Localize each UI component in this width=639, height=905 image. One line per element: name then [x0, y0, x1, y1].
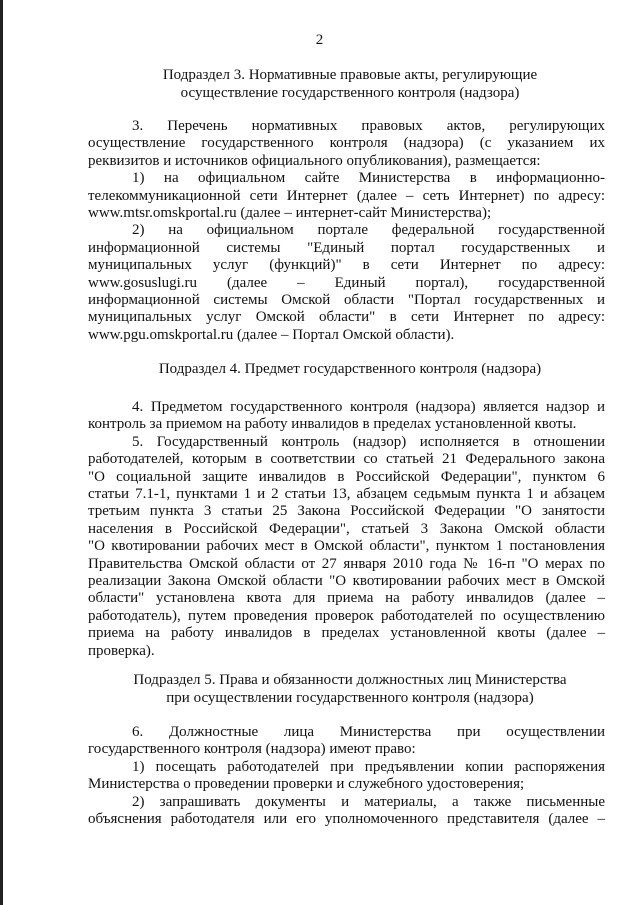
heading-line: осуществление государственного контроля (надзора): [180, 85, 520, 101]
heading-line: Подраздел 5. Права и обязанности должностных лиц Министерства: [133, 672, 567, 688]
section-5-body: [88, 724, 605, 828]
text-line: реализации Закона Омской области "О квотировании рабочих мест в Омской: [88, 573, 605, 590]
paragraph-5: [88, 434, 605, 660]
text-line: 5. Государственный контроль (надзор) исполняется в отношении: [132, 433, 605, 450]
text-line: "О квотировании рабочих мест в Омской области", пунктом 1 постановления: [88, 538, 605, 555]
text-line: контроль за приемом на работу инвалидов в пределах установленной квоты.: [88, 416, 577, 433]
text-line: статьи 7.1-1, пунктами 1 и 2 статьи 13, абзацем седьмым пункта 1 и абзацем: [88, 486, 605, 503]
text-line: области" установлена квота для приема на работу инвалидов (далее –: [88, 590, 605, 607]
text-line: www.pgu.omskportal.ru (далее – Портал Омской области).: [88, 326, 455, 343]
paragraph-6: [88, 724, 605, 759]
section-5-heading: [60, 671, 639, 707]
page-number: 2: [315, 32, 324, 48]
text-line: работодателей, которым в соответствии со статьей 21 Федерального закона: [88, 451, 605, 468]
paragraph-3-2: [88, 222, 605, 344]
paragraph-3-1: [88, 170, 605, 222]
heading-line: при осуществлении государственного контроля (надзора): [166, 690, 534, 706]
text-line: www.gosuslugi.ru (далее – Единый портал), государственной: [88, 274, 605, 291]
text-line: третьим пункта 3 статьи 25 Закона Российской Федерации "О занятости: [88, 503, 605, 520]
text-line: объяснения работодателя или его уполномоченного представителя (далее –: [88, 811, 605, 828]
text-line: 1) посещать работодателей при предъявлении копии распоряжения: [132, 758, 605, 775]
text-line: приема на работу инвалидов в пределах установленной квоты (далее –: [88, 625, 605, 642]
text-line: реквизитов и источников официального опубликования), размещается:: [88, 152, 541, 169]
paragraph-6-2: [88, 794, 605, 829]
section-3-body: [88, 118, 605, 344]
text-line: 2) на официальном портале федеральной государственной: [132, 222, 605, 239]
text-line: проверка).: [88, 642, 155, 659]
text-line: работодатель), путем проведения проверок работодателей по осуществлению: [88, 607, 605, 624]
text-line: 6. Должностные лица Министерства при осуществлении: [132, 724, 605, 740]
text-line: информационной системы Омской области "Портал государственных и: [88, 292, 605, 309]
paragraph-3: [88, 118, 605, 170]
paragraph-4: [88, 399, 605, 434]
text-line: "О социальной защите инвалидов в Российской Федерации", пунктом 6: [88, 468, 605, 485]
scan-edge: [0, 0, 3, 905]
text-line: 1) на официальном сайте Министерства в информационно-: [132, 170, 605, 187]
text-line: www.mtsr.omskportal.ru (далее – интернет-сайт Министерства);: [88, 205, 492, 222]
text-line: Правительства Омской области от 27 января 2010 года № 16-п "О мерах по: [88, 555, 605, 572]
text-line: осуществление государственного контроля (надзора) (с указанием их: [88, 135, 605, 152]
text-line: государственного контроля (надзора) имеют право:: [88, 741, 416, 758]
text-line: информационной системы "Единый портал государственных и: [88, 239, 605, 256]
paragraph-6-1: [88, 759, 605, 794]
text-line: Министерства о проведении проверки и служебного удостоверения;: [88, 776, 525, 793]
text-line: 2) запрашивать документы и материалы, а также письменные: [132, 793, 605, 810]
text-line: муниципальных услуг (функций)" в сети Интернет по адресу:: [88, 257, 605, 274]
section-4-heading: [60, 360, 639, 378]
section-3-heading: [60, 66, 639, 102]
text-line: населения в Российской Федерации", статьей 3 Закона Омской области: [88, 520, 605, 537]
text-line: 3. Перечень нормативных правовых актов, регулирующих: [132, 118, 605, 134]
section-4-body: [88, 399, 605, 660]
heading-line: Подраздел 3. Нормативные правовые акты, регулирующие: [162, 67, 538, 83]
text-line: 4. Предметом государственного контроля (надзора) является надзор и: [132, 399, 605, 415]
text-line: телекоммуникационной сети Интернет (далее – сеть Интернет) по адресу:: [88, 187, 605, 204]
heading-line: Подраздел 4. Предмет государственного контроля (надзора): [158, 361, 542, 377]
text-line: муниципальных услуг Омской области" в сети Интернет по адресу:: [88, 309, 605, 326]
